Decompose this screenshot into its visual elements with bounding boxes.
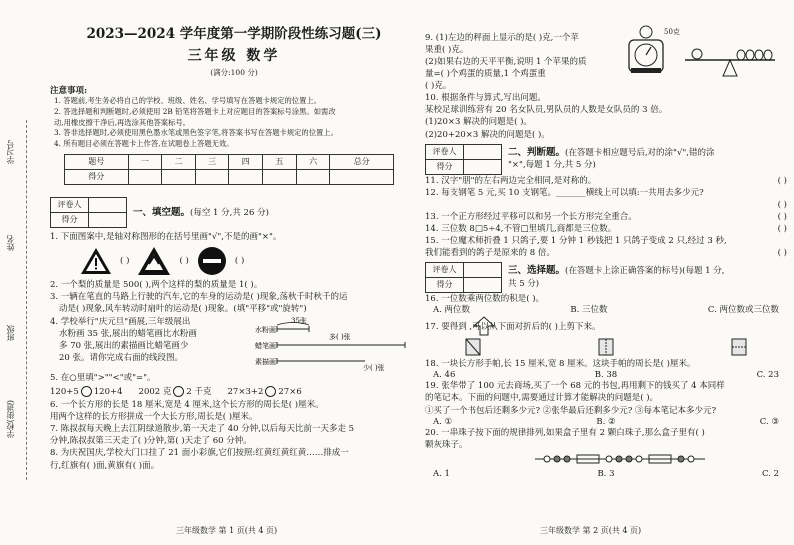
q5-right: 2 千克: [186, 386, 212, 397]
scorer-label: 评卷人: [426, 144, 464, 159]
notice-item: 4. 所有题目必须在答题卡上作答,在试题卷上答题无效。: [54, 138, 234, 148]
option-b[interactable]: B. 三位数: [570, 305, 608, 316]
question-17-text: 17. 要得到 ,可以从下面对折后的( )上剪下来。: [425, 321, 601, 332]
section3-note: (在答题卡上涂正确答案的标号)(每题 1 分,: [565, 266, 725, 277]
question-19-line2: 的笔记本。下面的问题中,需要通过计算才能解决的问题是( )。: [425, 393, 659, 404]
question-11: [425, 175, 787, 187]
exam-subtitle: 三年级 数学: [187, 47, 281, 64]
bead-string-icon: [535, 453, 705, 465]
notice-item: 1. 答题前,考生务必将自己的学校、班级、姓名、学号填写在答题卡规定的位置上。: [54, 96, 321, 106]
option-b[interactable]: B. ②: [596, 416, 616, 427]
scorer-cell[interactable]: [464, 144, 502, 159]
question-10-line4: (2)20+20×3 解决的问题是( )。: [425, 129, 550, 140]
question-9-line2: 果重( )克。: [425, 45, 469, 56]
section1-title: 一、填空题。: [133, 206, 191, 218]
score-row-label: 得分: [65, 170, 129, 185]
question-15-line1: 15. 一位魔术师折叠 1 只鸽子,要 1 分钟 1 秒钱把 1 只鸽子变成 2 只,经过 3 秒,: [425, 235, 727, 246]
question-20-line2: 颗灰珠子。: [425, 440, 468, 451]
score-header: 四: [229, 155, 263, 170]
notice-heading: 注意事项:: [50, 85, 88, 96]
question-14: [425, 223, 787, 235]
question-20-line1: 20. 一串珠子按下面的规律排列,如果盒子里有 2 颗白珠子,那么盒子里有( ): [425, 428, 705, 439]
kitchen-scale-icon: [625, 24, 667, 76]
recycle-icon: [137, 246, 171, 276]
question-16: 16. 一位数乘两位数的积是( )。: [425, 294, 545, 304]
section2-header: [425, 144, 787, 175]
section1-note: (每空 1 分,共 26 分): [190, 207, 269, 218]
scorer-box: [425, 144, 502, 175]
section3-note-2: 共 5 分): [508, 278, 540, 289]
tf-paren[interactable]: ( ): [777, 199, 787, 210]
side-label-class: 班级: [6, 325, 15, 341]
question-4: [50, 316, 418, 372]
side-label-school: 学校(街道): [6, 400, 15, 439]
question-8-line1: 8. 为庆祝国庆,学校大门口挂了 21 面小彩旗,它们按照:红黄红黄红黄……排成一: [50, 448, 349, 459]
score-header: 五: [263, 155, 297, 170]
question-18-options: [425, 370, 787, 381]
q5-left: 27×3+2: [227, 386, 264, 397]
diagram-less-label: 少( )张: [363, 363, 385, 372]
compare-circle[interactable]: [173, 386, 184, 397]
scorer-cell[interactable]: [89, 198, 127, 213]
option-c[interactable]: C. ③: [759, 416, 779, 427]
score-cell[interactable]: [464, 159, 502, 174]
question-10-line1: 10. 根据条件与算式,写出问题。: [425, 93, 546, 104]
score-cell[interactable]: [128, 170, 162, 185]
question-7-line2: 分钟,陈叔叔第三天走了( )分钟,第( )天走了 60 分钟。: [50, 436, 252, 447]
score-cell[interactable]: [464, 278, 502, 293]
question-12-answer: [425, 199, 787, 211]
balance-icon: [681, 46, 779, 80]
question-3-line1: 3. 一辆在笔直的马路上行驶的汽车,它的车身的运动是( )现象,荡秋千时秋千的运: [50, 292, 348, 303]
full-score: (满分:100 分): [210, 68, 258, 78]
option-a[interactable]: A. ①: [433, 416, 453, 427]
score-table: [64, 154, 394, 185]
q5-right: 27×6: [278, 386, 302, 397]
section3-header: [425, 262, 787, 293]
question-19-line3: ①买了一个书包后还剩多少元? ②张华最后还剩多少元? ③每本笔记本多少元?: [425, 405, 717, 416]
question-17: [425, 316, 787, 336]
option-a[interactable]: A. 1: [433, 469, 450, 480]
diagram-top-label: 35张: [291, 316, 307, 325]
option-a[interactable]: A. 两位数: [433, 305, 471, 316]
section1-header: [50, 197, 418, 228]
question-4-line1: 4. 学校举行"庆元旦"画展,三年级展出: [50, 316, 191, 327]
score-cell[interactable]: [89, 213, 127, 228]
tf-paren[interactable]: ( ): [777, 211, 787, 222]
section2-note: (在答题卡相应题号后,对的涂"√",错的涂: [565, 148, 715, 158]
question-2: 2. 一个梨的质量是 500( ),两个这样的梨的质量是 1( )。: [50, 280, 263, 291]
tf-paren[interactable]: ( ): [777, 247, 787, 258]
option-b[interactable]: B. 3: [597, 469, 615, 480]
right-page: [425, 28, 787, 480]
question-15-text: 我们能看到的鸽子是原来的 8 倍。: [425, 247, 555, 258]
side-label-number: 学习号: [6, 140, 15, 164]
binding-margin: [6, 120, 32, 480]
option-c[interactable]: C. 2: [761, 469, 779, 480]
question-13-text: 13. 一个正方形经过平移可以和另一个长方形完全重合。: [425, 211, 637, 222]
left-page: [50, 26, 418, 472]
section3-title: 三、选择题。: [508, 265, 566, 277]
apple-icon: [692, 49, 702, 59]
compare-circle[interactable]: [265, 386, 276, 397]
exam-title: 2023—2024 学年度第一学期阶段性练习题(三): [86, 26, 382, 42]
folded-paper-c-icon[interactable]: [731, 338, 747, 356]
diagram-label-crayon: 蜡笔画: [255, 341, 276, 350]
question-3-line2: 动是( )现象,风车转动时扇叶的运动是( )现象。(填"平移"或"旋转"): [59, 304, 307, 315]
tf-paren[interactable]: ( ): [777, 175, 787, 186]
section2-note-2: "×",每题 1 分,共 5 分): [508, 160, 596, 171]
question-12: 12. 每支钢笔 5 元,买 10 支钢笔。_______横线上可以填:一共用去多少元?: [425, 187, 704, 198]
scorer-label: 评卷人: [51, 198, 89, 213]
side-label-name: 姓名: [6, 235, 15, 251]
question-8-line2: 行,红旗有( )面,黄旗有( )面。: [50, 460, 160, 471]
score-cell[interactable]: [195, 170, 229, 185]
question-14-text: 14. 三位数 8□5÷4,不管□里填几,商都是三位数。: [425, 223, 617, 234]
question-10-line2: 某校足球训练营有 20 名女队员,男队员的人数是女队员的 3 倍。: [425, 105, 668, 116]
score-cell[interactable]: [162, 170, 196, 185]
option-c[interactable]: C. 两位数或三位数: [707, 305, 779, 316]
scorer-cell[interactable]: [464, 263, 502, 278]
score-cell[interactable]: [263, 170, 297, 185]
question-9-line5: ( )克。: [425, 81, 452, 92]
question-9-line3: (2)如果右边的天平平衡,说明 1 个苹果的质: [425, 57, 587, 68]
q1-answer-paren[interactable]: ( ): [120, 255, 130, 266]
question-1: 1. 下面图案中,是轴对称图形的在括号里画"√",不是的画"×"。: [50, 232, 282, 243]
notice-item: 3. 答非选择题时,必须使用黑色墨水笔或黑色签字笔,将答案书写在答题卡规定的位置上。: [54, 128, 338, 138]
cut-line: [26, 120, 27, 480]
question-18: 18. 一块长方形手帕,长 15 厘米,宽 8 厘米。这块手帕的周长是( )厘米。: [425, 358, 696, 369]
question-17-options: [425, 338, 787, 356]
footer-right: 三年级数学 第 2 页(共 4 页): [540, 526, 642, 535]
section2-title: 二、判断题。: [508, 147, 566, 158]
score-cell[interactable]: [229, 170, 263, 185]
question-4-line3: 多 70 张,展出的素描画比蜡笔画少: [59, 340, 189, 351]
question-9-line1: 9. (1)左边的秤面上显示的是( )克,一个苹: [425, 33, 579, 43]
q5-left: 2002 克: [138, 386, 172, 397]
folded-paper-a-icon[interactable]: [465, 338, 481, 356]
question-7-line1: 7. 陈叔叔每天晚上去江阴绿道散步,第一天走了 40 分钟,以后每天比前一天多走 5: [50, 424, 355, 435]
notice-item: 动,用橡皮擦干净后,再选涂其他答案标号。: [54, 117, 190, 127]
q1-figures: [80, 246, 418, 276]
question-6-line2: 用两个这样的长方形拼成一个大长方形,周长是( )厘米。: [50, 412, 258, 423]
question-10-line3: (1)20×3 解决的问题是( )。: [425, 117, 532, 128]
question-11-text: 11. 汉字"朋"的左右两边完全相同,是对称的。: [425, 175, 597, 186]
score-header: 一: [128, 155, 162, 170]
option-b[interactable]: B. 38: [594, 369, 618, 380]
question-5: 5. 在○里填">""<"或"="。: [50, 372, 156, 383]
question-9: [425, 28, 787, 92]
q1-answer-paren[interactable]: ( ): [179, 255, 189, 266]
arrow-shape-icon: [473, 316, 495, 336]
question-20-options: [425, 469, 787, 480]
notice-item: 2. 答选择题和判断题时,必须使用 2B 铅笔将答题卡上对应题目的答案标号涂黑。如需改: [54, 106, 336, 116]
scorer-label: 评卷人: [426, 263, 464, 278]
score-header: 六: [296, 155, 330, 170]
scorer-box: [50, 197, 127, 228]
segment-diagram: [255, 316, 415, 372]
score-cell[interactable]: [296, 170, 330, 185]
question-19-line1: 19. 张华带了 100 元去商场,买了一个 68 元的书包,再用剩下的钱买了 4 本同样: [425, 381, 725, 392]
question-4-line2: 水粉画 35 张,展出的蜡笔画比水粉画: [59, 328, 197, 339]
score-header: 三: [195, 155, 229, 170]
question-5-items: [50, 386, 418, 398]
compare-circle[interactable]: [81, 386, 92, 397]
score-label: 得分: [426, 159, 464, 174]
option-a[interactable]: A. 46: [433, 369, 456, 380]
q5-left: 120+5: [50, 386, 79, 397]
score-cell[interactable]: [330, 170, 394, 185]
question-6-line1: 6. 一个长方形的长是 18 厘米,宽是 4 厘米,这个长方形的周长是( )厘米。: [50, 400, 324, 411]
diagram-label-sketch: 素描画: [255, 357, 276, 366]
scale-label: 50克: [664, 28, 680, 36]
no-entry-icon: [197, 246, 227, 276]
q5-right: 120+4: [93, 386, 123, 397]
notice-block: [50, 86, 418, 150]
question-15: [425, 247, 787, 259]
score-header: 二: [162, 155, 196, 170]
footer-left: 三年级数学 第 1 页(共 4 页): [176, 526, 278, 535]
question-16-options: [425, 305, 787, 316]
folded-paper-b-icon[interactable]: [598, 338, 614, 356]
score-header: 题号: [65, 155, 129, 170]
scorer-box: [425, 262, 502, 293]
question-13: [425, 211, 787, 223]
option-c[interactable]: C. 23: [756, 369, 779, 380]
score-label: 得分: [51, 213, 89, 228]
q1-answer-paren[interactable]: ( ): [234, 255, 245, 266]
warning-sign-icon: [80, 247, 112, 275]
diagram-more-label: 多( )张: [329, 332, 351, 341]
tf-paren[interactable]: ( ): [777, 223, 787, 234]
diagram-label-watercolor: 水粉画: [255, 325, 276, 334]
score-label: 得分: [426, 278, 464, 293]
question-9-line4: 量=( )个鸡蛋的质量,1 个鸡蛋重: [425, 69, 546, 80]
question-19-options: [425, 417, 787, 428]
score-header: 总分: [330, 155, 394, 170]
question-4-line4: 20 张。请你完成右面的线段图。: [59, 352, 184, 363]
